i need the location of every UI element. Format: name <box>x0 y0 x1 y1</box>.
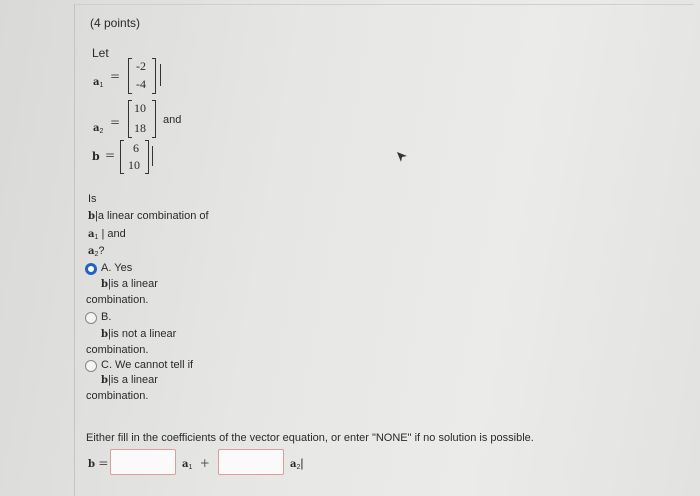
a2-value-1: 10 <box>134 101 146 115</box>
option-b-radio[interactable] <box>85 312 97 324</box>
question-line-3: $a_2$? <box>88 245 105 258</box>
a1-equals: = <box>110 69 121 83</box>
mouse-pointer-icon <box>395 150 409 164</box>
option-c-line-2: b|is a linear <box>101 374 158 386</box>
option-c-line-3: combination. <box>86 390 149 402</box>
coefficient-1-input[interactable] <box>110 449 176 475</box>
a1-value-1: -2 <box>136 59 146 73</box>
a1-bracket-left <box>128 58 132 94</box>
b-value-2: 10 <box>128 158 140 172</box>
a1-label: $a_1$ <box>93 77 104 89</box>
points-label: (4 points) <box>90 16 141 30</box>
option-a-line-3: combination. <box>86 294 149 306</box>
a1-bracket-right <box>152 58 156 94</box>
a2-label: $a_2$ <box>93 123 104 135</box>
option-b-label[interactable]: B. <box>101 311 112 323</box>
b-cursor-mark <box>152 146 153 166</box>
a2-value-2: 18 <box>134 121 146 135</box>
b-value-1: 6 <box>133 141 139 155</box>
b-bracket-right <box>145 140 149 174</box>
question-panel <box>74 4 694 496</box>
b-equals: = <box>105 148 116 162</box>
option-c-label[interactable]: C. We cannot tell if <box>101 359 194 371</box>
option-b-line-3: combination. <box>86 344 149 356</box>
a2-equals: = <box>110 115 121 129</box>
a2-bracket-right <box>152 100 156 138</box>
option-b-line-2: b|is not a linear <box>101 328 177 340</box>
b-label: b <box>92 150 100 163</box>
question-line-1: b|a linear combination of <box>88 210 209 222</box>
equation-term-1: $a_1$ + <box>182 456 210 471</box>
coefficient-2-input[interactable] <box>218 449 284 475</box>
question-line-2: $a_1$ | and <box>88 228 126 241</box>
option-c-radio[interactable] <box>85 360 97 372</box>
and-label: and <box>163 114 182 126</box>
option-a-label[interactable]: A. Yes <box>101 262 133 274</box>
equation-lhs: b = <box>88 456 109 470</box>
a1-value-2: -4 <box>136 77 146 91</box>
let-label: Let <box>92 46 109 60</box>
option-a-radio[interactable] <box>85 263 97 275</box>
b-bracket-left <box>120 140 124 174</box>
a1-cursor-mark <box>160 64 161 86</box>
a2-bracket-left <box>128 100 132 138</box>
option-a-line-2: b|is a linear <box>101 278 158 290</box>
question-is: Is <box>88 193 97 205</box>
equation-term-2: $a_2|$ <box>290 456 304 471</box>
instruction-text: Either fill in the coefficients of the vector equation, or enter "NONE" if no solution is possible. <box>86 432 534 444</box>
